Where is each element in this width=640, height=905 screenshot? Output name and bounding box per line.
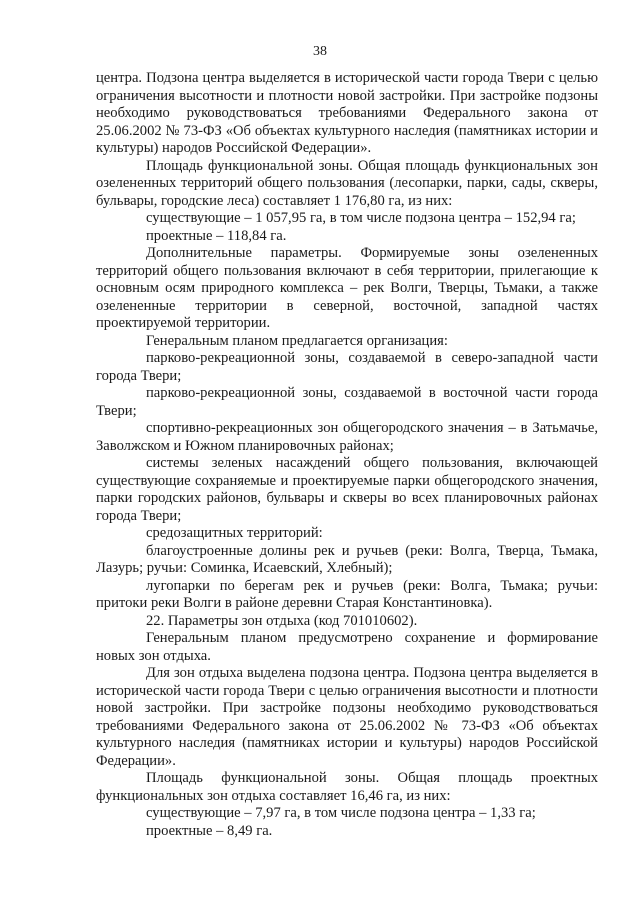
page-number: 38 <box>313 44 327 59</box>
paragraph-recreation-area: Площадь функциональной зоны. Общая площадь проектных функциональных зон отдыха составляет 16,46 га, из них: <box>96 770 598 804</box>
paragraph-center-subzone-continued: центра. Подзона центра выделяется в исторической части города Твери с целью ограничения высотности и плотности новой застройки. При застройке подзоны необходимо руководствоваться требованиями Федерального закона от 25.06.2002 № 73-ФЗ «Об объектах культурного наследия (памятниках истории и культуры) народов Российской Федерации». <box>96 70 598 156</box>
paragraph-recreation-center-subzone: Для зон отдыха выделена подзона центра. Подзона центра выделяется в исторической части города Твери с целью ограничения высотности и плотности новой застройки. При застройке подзоны необходимо руководствоваться требованиями Федерального закона от 25.06.2002 № 73-ФЗ «Об объектах культурного наследия (памятниках истории и культуры) народов Российской Федерации». <box>96 665 598 769</box>
list-item-park-east: парково-рекреационной зоны, создаваемой в восточной части города Твери; <box>96 385 598 419</box>
paragraph-new-recreation-zones: Генеральным планом предусмотрено сохранение и формирование новых зон отдыха. <box>96 630 598 664</box>
paragraph-green-zone-area: Площадь функциональной зоны. Общая площадь функциональных зон озелененных территорий общего пользования (лесопарки, парки, сады, скверы, бульвары, городские леса) составляет 1 176,80 га, из них: <box>96 157 598 209</box>
paragraph-additional-parameters: Дополнительные параметры. Формируемые зоны озелененных территорий общего пользования включают в себя территории, прилегающие к основным осям природного комплекса – рек Волги, Тверцы, Тьмаки, а также озелененные территории в северной, восточной, западной частях проектируемой территории. <box>96 245 598 331</box>
section-heading-recreation-zones: 22. Параметры зон отдыха (код 701010602). <box>146 612 418 629</box>
list-item-sport-recreation: спортивно-рекреационных зон общегородского значения – в Затьмачье, Заволжском и Южном планировочных районах; <box>96 420 598 454</box>
list-item-protective-territories: средозащитных территорий: <box>146 525 323 541</box>
list-item-park-northwest: парково-рекреационной зоны, создаваемой в северо-западной части города Твери; <box>96 350 598 384</box>
paragraph-general-plan-proposes: Генеральным планом предлагается организация: <box>146 332 448 349</box>
list-item-river-valleys: благоустроенные долины рек и ручьев (реки: Волга, Тверца, Тьмака, Лазурь; ручьи: Соминка, Исаевский, Хлебный); <box>96 542 598 576</box>
list-item-meadow-parks: лугопарки по берегам рек и ручьев (реки: Волга, Тьмака; ручьи: притоки реки Волги в районе деревни Старая Константиновка). <box>96 577 598 611</box>
paragraph-recreation-existing: существующие – 7,97 га, в том числе подзона центра – 1,33 га; <box>146 805 536 821</box>
paragraph-recreation-projected: проектные – 8,49 га. <box>146 822 273 839</box>
paragraph-green-existing: существующие – 1 057,95 га, в том числе подзона центра – 152,94 га; <box>146 210 576 226</box>
paragraph-green-projected: проектные – 118,84 га. <box>146 227 287 244</box>
list-item-green-system: системы зеленых насаждений общего пользования, включающей существующие сохраняемые и проектируемые парки общегородского значения, парки городских районов, бульвары и скверы во всех планировочных районах города Твери; <box>96 455 598 524</box>
document-body <box>96 70 598 840</box>
